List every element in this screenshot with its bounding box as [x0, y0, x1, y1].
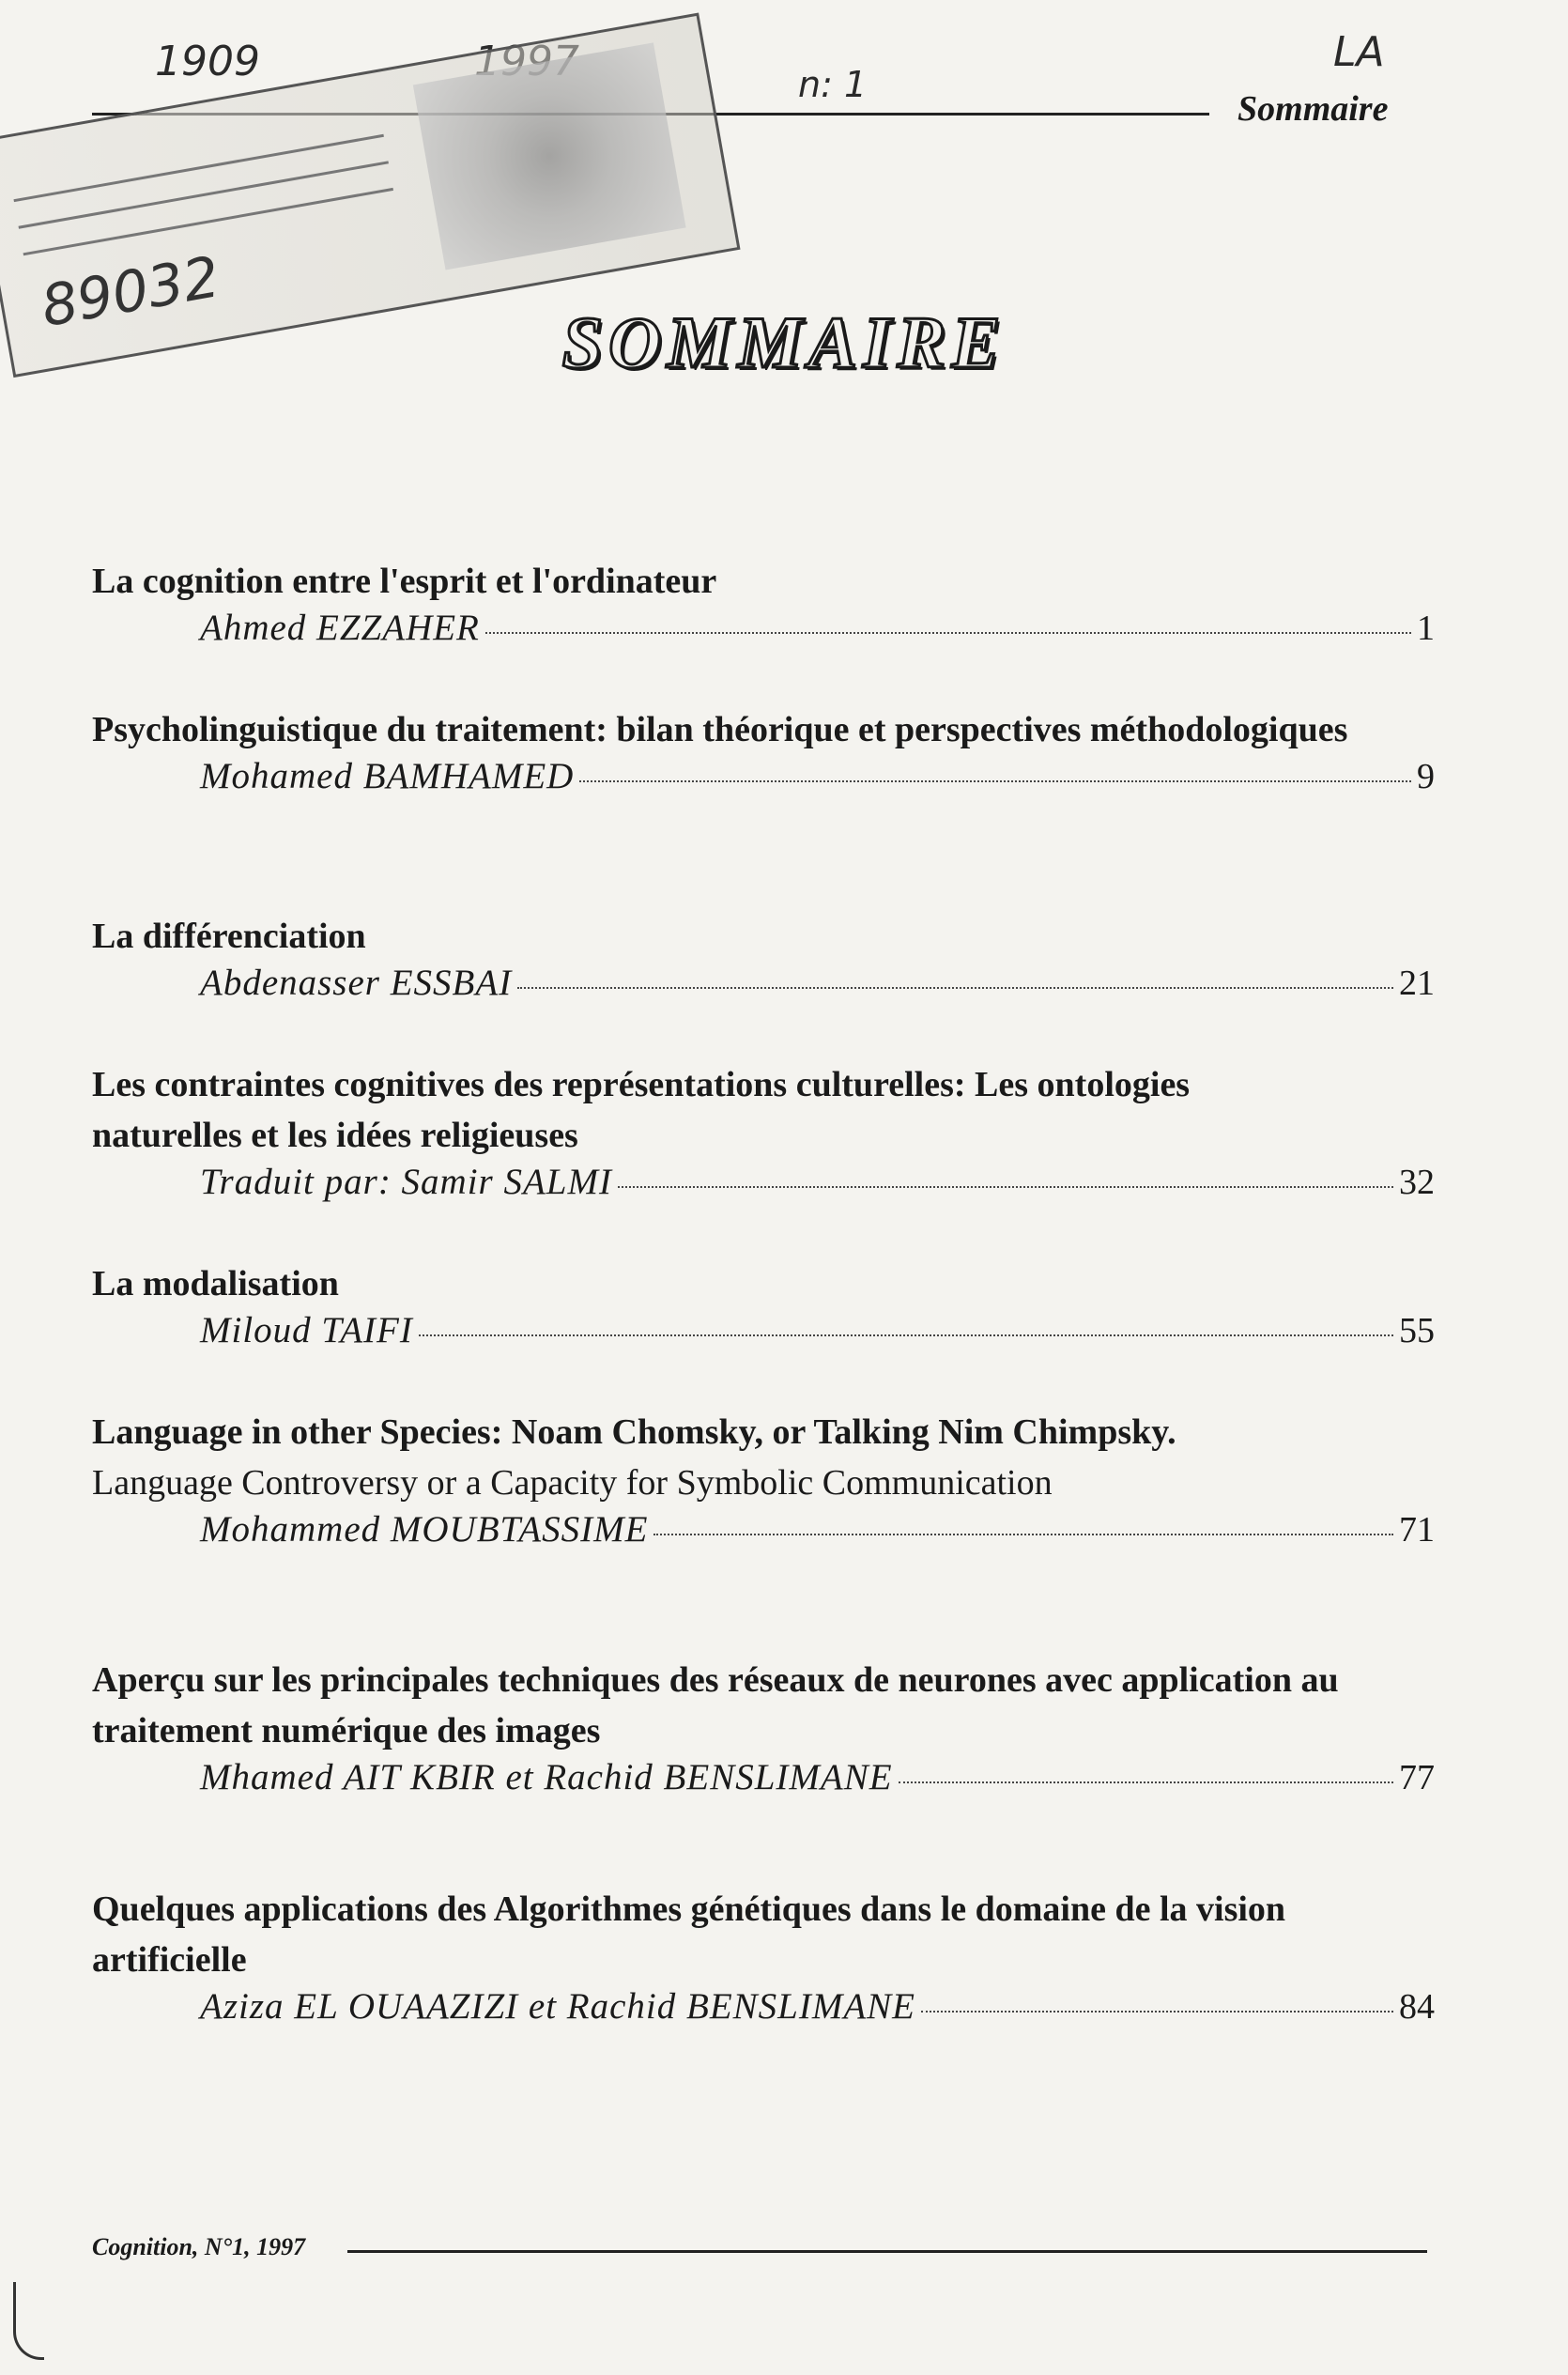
footer-citation: Cognition, N°1, 1997: [92, 2233, 306, 2260]
entry-page-number: 1: [1417, 609, 1435, 648]
entry-author-line: [200, 1508, 1435, 1561]
toc-entry: [92, 1258, 1435, 1362]
dot-leader: [653, 1534, 1393, 1535]
entry-author: Ahmed EZZAHER: [200, 608, 480, 648]
handwritten-year-1: 1909: [155, 38, 260, 85]
entry-author: Miloud TAIFI: [200, 1310, 413, 1350]
entry-author-line: [200, 755, 1435, 808]
entry-title: Quelques applications des Algorithmes génétiques dans le domaine de la vision artificielle: [92, 1889, 1286, 1980]
dot-leader: [517, 987, 1393, 989]
entry-author: Mohammed MOUBTASSIME: [200, 1509, 649, 1550]
entry-title: Aperçu sur les principales techniques des réseaux de neurones avec application au traitement numérique des images: [92, 1660, 1339, 1750]
entry-author-line: [200, 1309, 1435, 1362]
dot-leader: [579, 780, 1411, 782]
dot-leader: [899, 1781, 1393, 1783]
entry-page-number: 77: [1399, 1758, 1435, 1797]
entry-author-line: [200, 607, 1435, 659]
entry-author-line: [200, 1756, 1435, 1809]
entry-author: Mhamed AIT KBIR et Rachid BENSLIMANE: [200, 1757, 893, 1797]
page-title: SOMMAIRE: [561, 301, 1007, 383]
entry-author: Abdenasser ESSBAI: [200, 963, 513, 1003]
dot-leader: [618, 1186, 1393, 1188]
footer-rule: [347, 2250, 1427, 2253]
entry-page-number: 55: [1399, 1311, 1435, 1350]
entry-subtitle: Language Controversy or a Capacity for Symbolic Communication: [92, 1463, 1053, 1503]
entry-title: [92, 1407, 1313, 1508]
entry-page-number: 71: [1399, 1510, 1435, 1550]
handwritten-issue: n: 1: [798, 64, 868, 105]
running-head: Sommaire: [1237, 89, 1389, 129]
entry-title: La cognition entre l'esprit et l'ordinateur: [92, 562, 717, 601]
dot-leader: [419, 1334, 1393, 1336]
toc-entry: [92, 704, 1435, 808]
entry-title: Les contraintes cognitives des représentations culturelles: Les ontologies naturelles et les idées religieuses: [92, 1065, 1191, 1155]
handwritten-code: LA: [1333, 28, 1385, 76]
entry-author-line: [200, 1161, 1435, 1213]
entry-page-number: 9: [1417, 757, 1435, 796]
entry-author: Traduit par: Samir SALMI: [200, 1162, 612, 1202]
stamp-number: 89032: [36, 244, 225, 341]
entry-title: Psycholinguistique du traitement: bilan théorique et perspectives méthodologiques: [92, 710, 1348, 749]
corner-mark: [13, 2282, 44, 2360]
entry-page-number: 21: [1399, 964, 1435, 1003]
entry-page-number: 32: [1399, 1163, 1435, 1202]
toc-entry: [92, 1059, 1435, 1213]
entry-title: La modalisation: [92, 1264, 339, 1303]
toc-entry: [92, 1407, 1435, 1561]
entry-author-line: [200, 1985, 1435, 2038]
dot-leader: [921, 2011, 1393, 2013]
dot-leader: [485, 632, 1411, 634]
entry-title-main: Language in other Species: Noam Chomsky, or Talking Nim Chimpsky.: [92, 1412, 1176, 1452]
toc-entry: [92, 911, 1435, 1014]
toc-entry: [92, 1655, 1435, 1809]
stamp-seal: [413, 42, 686, 270]
toc-entry: [92, 556, 1435, 659]
toc-entry: [92, 1884, 1435, 2038]
entry-author: Aziza EL OUAAZIZI et Rachid BENSLIMANE: [200, 1986, 915, 2027]
entry-title: La différenciation: [92, 917, 366, 956]
entry-author: Mohamed BAMHAMED: [200, 756, 575, 796]
entry-page-number: 84: [1399, 1987, 1435, 2027]
entry-author-line: [200, 962, 1435, 1014]
